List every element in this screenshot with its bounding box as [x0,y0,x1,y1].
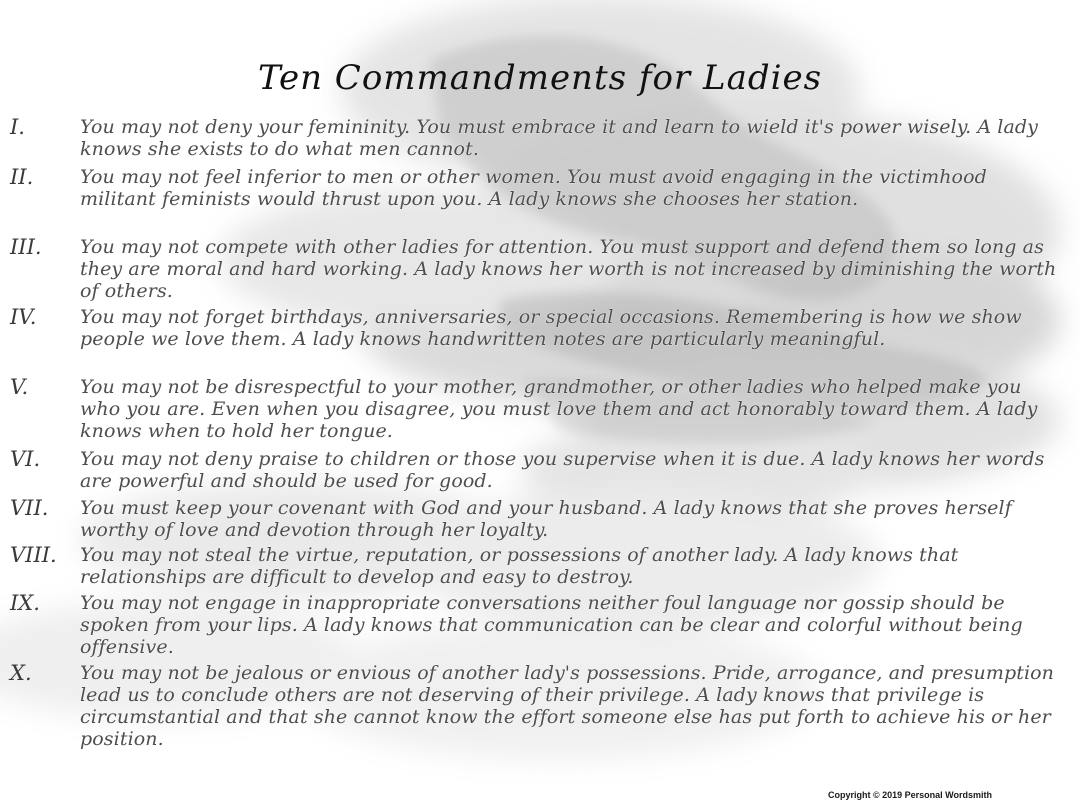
commandment-text: You may not be disrespectful to your mother, grandmother, or other ladies who helped make you who you are. Even when you disagree, you must love them and act honorably toward them. A lady knows when to hold her tongue. [80,376,1038,442]
commandment-numeral: V. [10,375,29,399]
commandment-numeral: X. [10,661,32,685]
commandment-text: You may not engage in inappropriate conversations neither foul language nor gossip should be spoken from your lips. A lady knows that communication can be clear and colorful without being offensive. [80,592,1023,658]
commandment-numeral: VIII. [10,543,57,567]
commandment-numeral: IX. [10,591,40,615]
commandment-numeral: I. [10,115,25,139]
commandment-numeral: VI. [10,447,41,471]
commandment-text: You may not deny your femininity. You must embrace it and learn to wield it's power wisely. A lady knows she exists to do what men cannot. [80,116,1039,160]
copyright-notice: Copyright © 2019 Personal Wordsmith [828,790,992,800]
commandment-numeral: II. [10,165,34,189]
commandment-text: You may not deny praise to children or those you supervise when it is due. A lady knows her words are powerful and should be used for good. [80,448,1045,492]
commandment-text: You may not feel inferior to men or other women. You must avoid engaging in the victimhood militant feminists would thrust upon you. A lady knows she chooses her station. [80,166,987,210]
commandment-numeral: VII. [10,496,49,520]
commandment-text: You may not steal the virtue, reputation, or possessions of another lady. A lady knows that relationships are difficult to develop and easy to destroy. [80,544,959,588]
document-title: Ten Commandments for Ladies [257,58,823,98]
commandment-numeral: IV. [10,305,37,329]
commandment-text: You may not forget birthdays, anniversaries, or special occasions. Remembering is how we show people we love them. A lady knows handwritten notes are particularly meaningful. [80,306,1022,350]
commandment-text: You must keep your covenant with God and your husband. A lady knows that she proves herself worthy of love and devotion through her loyalty. [80,497,1012,541]
commandment-numeral: III. [10,235,42,259]
commandment-text: You may not compete with other ladies for attention. You must support and defend them so long as they are moral and hard working. A lady knows her worth is not increased by diminishing the worth of others. [80,236,1057,302]
commandment-text: You may not be jealous or envious of another lady's possessions. Pride, arrogance, and presumption lead us to conclude others are not deserving of their privilege. A lady knows that privilege is circumstantial and that she cannot know the effort someone else has put forth to achieve his or her position. [80,662,1055,750]
